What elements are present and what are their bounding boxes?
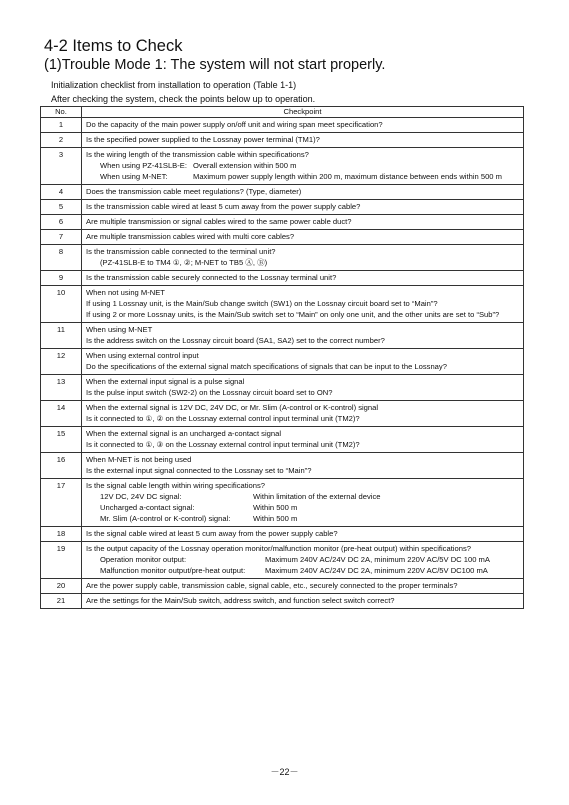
table-row — [41, 148, 524, 185]
spec-value: Within 500 m — [253, 514, 298, 523]
spec-label: When using M-NET: — [100, 172, 168, 181]
spec-label: 12V DC, 24V DC signal: — [100, 492, 182, 501]
checkpoint-cell — [82, 286, 524, 323]
spec-line — [86, 502, 519, 513]
table-row — [41, 185, 524, 200]
checkpoint-text: When using M-NET — [86, 325, 153, 334]
row-number: 14 — [41, 401, 82, 427]
checkpoint-cell — [82, 185, 524, 200]
checkpoint-cell — [82, 579, 524, 594]
intro-line-1: Initialization checklist from installation to operation (Table 1-1) — [51, 80, 297, 90]
checkpoint-text: Is the transmission cable securely connected to the Lossnay terminal unit? — [86, 273, 337, 282]
page-subheading: (1)Trouble Mode 1: The system will not start properly. — [44, 57, 386, 73]
checkpoint-text: When M-NET is not being used — [86, 455, 192, 464]
checkpoint-text: Are the settings for the Main/Sub switch, address switch, and function select switch correct? — [86, 596, 395, 605]
row-number: 8 — [41, 245, 82, 271]
checkpoint-cell — [82, 401, 524, 427]
table-row — [41, 118, 524, 133]
table-row — [41, 349, 524, 375]
checkpoint-cell — [82, 118, 524, 133]
table-row — [41, 245, 524, 271]
checkpoint-text: When using external control input — [86, 351, 199, 360]
table-row — [41, 594, 524, 609]
header-checkpoint: Checkpoint — [82, 107, 524, 118]
checkpoint-text: When the external signal is 12V DC, 24V DC, or Mr. Slim (A-control or K-control) signal — [86, 403, 379, 412]
checkpoint-cell — [82, 230, 524, 245]
row-number: 11 — [41, 323, 82, 349]
checkpoint-cell — [82, 148, 524, 185]
spec-line — [86, 513, 519, 524]
checkpoint-text: Is it connected to ①, ② on the Lossnay external control input terminal unit (TM2)? — [86, 414, 360, 423]
row-number: 4 — [41, 185, 82, 200]
table-row — [41, 215, 524, 230]
table-row — [41, 375, 524, 401]
table-row — [41, 401, 524, 427]
table-row — [41, 133, 524, 148]
checkpoint-text: Are multiple transmission or signal cables wired to the same power cable duct? — [86, 217, 352, 226]
row-number: 12 — [41, 349, 82, 375]
spec-line — [86, 160, 519, 171]
checkpoint-text: If using 1 Lossnay unit, is the Main/Sub change switch (SW1) on the Lossnay circuit board set to “Main”? — [86, 299, 438, 308]
table-row — [41, 286, 524, 323]
table-header-row — [41, 107, 524, 118]
row-number: 9 — [41, 271, 82, 286]
checkpoint-cell — [82, 479, 524, 527]
header-no: No. — [41, 107, 82, 118]
spec-value: Maximum 240V AC/24V DC 2A, minimum 220V AC/5V DC 100 mA — [265, 555, 490, 564]
spec-label: Operation monitor output: — [100, 555, 187, 564]
checkpoint-text: Do the specifications of the external signal match specifications of signals that can be input to the Lossnay? — [86, 362, 447, 371]
checkpoint-text: Is the transmission cable wired at least 5 cum away from the power supply cable? — [86, 202, 361, 211]
page-number: －22－ — [270, 767, 299, 777]
checkpoint-text: Is the pulse input switch (SW2-2) on the Lossnay circuit board set to ON? — [86, 388, 333, 397]
spec-line — [86, 171, 519, 182]
checkpoint-text: Is the transmission cable connected to the terminal unit? — [86, 247, 276, 256]
checkpoint-text: Is the output capacity of the Lossnay operation monitor/malfunction monitor (pre-heat output) within specifications? — [86, 544, 471, 553]
spec-label: Uncharged a-contact signal: — [100, 503, 195, 512]
intro-line-2: After checking the system, check the points below up to operation. — [51, 94, 316, 104]
table-row — [41, 579, 524, 594]
checkpoint-text: Are multiple transmission cables wired with multi core cables? — [86, 232, 295, 241]
table-row — [41, 527, 524, 542]
table-row — [41, 427, 524, 453]
checkpoint-text: Is the external input signal connected to the Lossnay set to “Main”? — [86, 466, 312, 475]
row-number: 6 — [41, 215, 82, 230]
spec-value: Overall extension within 500 m — [193, 161, 297, 170]
spec-label: Malfunction monitor output/pre-heat output: — [100, 566, 246, 575]
checkpoint-cell — [82, 245, 524, 271]
checkpoint-cell — [82, 271, 524, 286]
row-number: 20 — [41, 579, 82, 594]
checkpoint-cell — [82, 133, 524, 148]
checkpoint-text: Is the address switch on the Lossnay circuit board (SA1, SA2) set to the correct number? — [86, 336, 385, 345]
spec-line — [86, 554, 519, 565]
row-number: 3 — [41, 148, 82, 185]
table-body — [41, 118, 524, 609]
row-number: 1 — [41, 118, 82, 133]
row-number: 15 — [41, 427, 82, 453]
table-row — [41, 200, 524, 215]
checkpoint-text: Is the wiring length of the transmission cable within specifications? — [86, 150, 309, 159]
checkpoint-cell — [82, 527, 524, 542]
row-number: 19 — [41, 542, 82, 579]
row-number: 17 — [41, 479, 82, 527]
checkpoint-cell — [82, 427, 524, 453]
checkpoint-text: If using 2 or more Lossnay units, is the Main/Sub switch set to “Main” on only one unit, and the other units are set to “Sub”? — [86, 310, 500, 319]
checkpoint-text: Are the power supply cable, transmission cable, signal cable, etc., securely connected to the proper terminals? — [86, 581, 458, 590]
spec-value: Maximum power supply length within 200 m, maximum distance between ends within 500 m — [193, 172, 502, 181]
checkpoint-text: Do the capacity of the main power supply on/off unit and wiring span meet specification? — [86, 120, 383, 129]
table-row — [41, 323, 524, 349]
table-row — [41, 271, 524, 286]
row-number: 5 — [41, 200, 82, 215]
spec-value: Maximum 240V AC/24V DC 2A, minimum 220V AC/5V DC100 mA — [265, 566, 488, 575]
row-number: 10 — [41, 286, 82, 323]
row-number: 21 — [41, 594, 82, 609]
spec-line — [86, 565, 519, 576]
checkpoint-text: Does the transmission cable meet regulations? (Type, diameter) — [86, 187, 302, 196]
table-row — [41, 230, 524, 245]
checkpoint-cell — [82, 215, 524, 230]
table-row — [41, 479, 524, 527]
checklist-table — [40, 106, 524, 609]
spec-line — [86, 491, 519, 502]
checkpoint-cell — [82, 323, 524, 349]
spec-label: When using PZ-41SLB-E: — [100, 161, 187, 170]
checkpoint-text: Is the signal cable length within wiring specifications? — [86, 481, 265, 490]
checkpoint-cell — [82, 542, 524, 579]
checkpoint-text: Is the specified power supplied to the Lossnay power terminal (TM1)? — [86, 135, 320, 144]
checkpoint-text: When the external signal is an uncharged a-contact signal — [86, 429, 282, 438]
checkpoint-text: When not using M-NET — [86, 288, 165, 297]
row-number: 7 — [41, 230, 82, 245]
checkpoint-cell — [82, 594, 524, 609]
table-row — [41, 542, 524, 579]
spec-value: Within limitation of the external device — [253, 492, 381, 501]
row-number: 18 — [41, 527, 82, 542]
checkpoint-cell — [82, 453, 524, 479]
checkpoint-text: Is it connected to ①, ③ on the Lossnay external control input terminal unit (TM2)? — [86, 440, 360, 449]
checkpoint-cell — [82, 349, 524, 375]
row-number: 13 — [41, 375, 82, 401]
spec-label: Mr. Slim (A-control or K-control) signal: — [100, 514, 231, 523]
table-row — [41, 453, 524, 479]
row-number: 16 — [41, 453, 82, 479]
spec-value: Within 500 m — [253, 503, 298, 512]
checkpoint-cell — [82, 375, 524, 401]
row-number: 2 — [41, 133, 82, 148]
checkpoint-text: Is the signal cable wired at least 5 cum away from the power supply cable? — [86, 529, 338, 538]
checkpoint-text: When the external input signal is a pulse signal — [86, 377, 245, 386]
checkpoint-detail: (PZ-41SLB-E to TM4 ①, ②; M-NET to TB5 Ⓐ, Ⓑ) — [100, 258, 268, 267]
page-heading: 4-2 Items to Check — [44, 37, 183, 55]
checkpoint-cell — [82, 200, 524, 215]
